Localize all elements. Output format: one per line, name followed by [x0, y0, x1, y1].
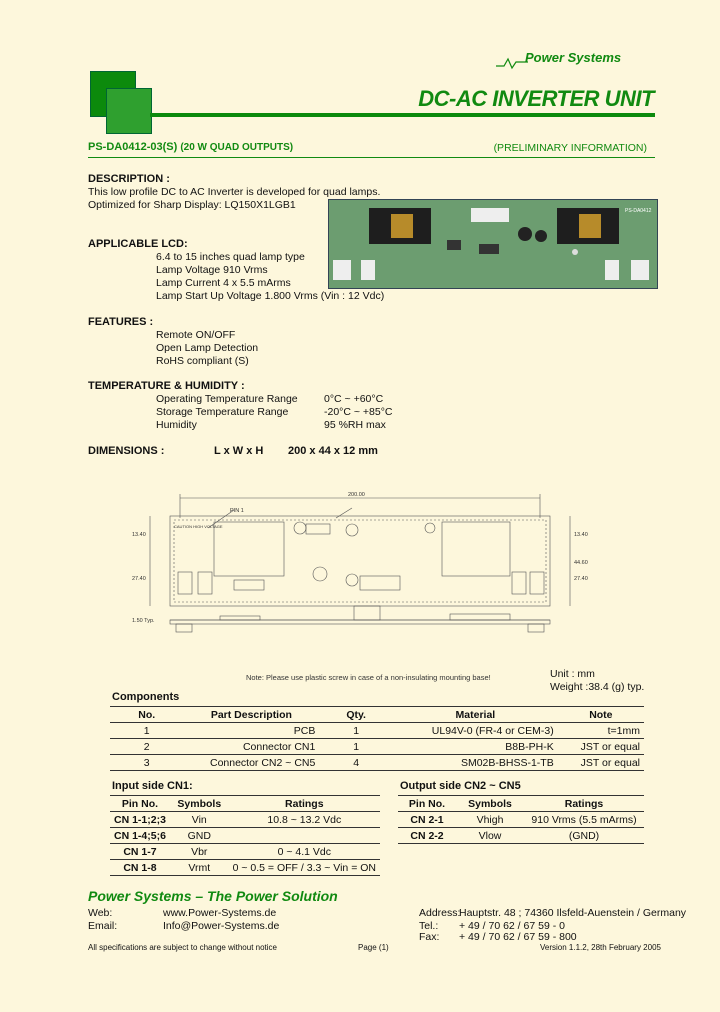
features-heading: FEATURES : — [88, 316, 154, 328]
pin1-label: PIN 1 — [230, 508, 244, 514]
input-heading: Input side CN1: — [112, 780, 193, 792]
table-row — [110, 755, 644, 771]
cell: CN 2-1 — [398, 812, 456, 828]
lcd-line: Lamp Current 4 x 5.5 mArms — [156, 277, 291, 289]
table-row — [110, 844, 380, 860]
page-number: Page (1) — [358, 943, 389, 952]
temp-heading: TEMPERATURE & HUMIDITY : — [88, 380, 245, 392]
lcd-heading: APPLICABLE LCD: — [88, 238, 188, 250]
part-number-line — [88, 141, 293, 153]
address-label: Address: — [419, 907, 461, 919]
web-label: Web: — [88, 907, 113, 919]
col-header: Ratings — [229, 796, 380, 812]
part-desc: (20 W QUAD OUTPUTS) — [180, 142, 294, 153]
page-title: DC-AC INVERTER UNIT — [418, 86, 654, 111]
logo-square-front — [106, 88, 152, 134]
cell: Connector CN1 — [183, 739, 319, 755]
col-header: Pin No. — [110, 796, 170, 812]
dimensions-label: L x W x H — [214, 445, 264, 457]
col-header: No. — [110, 707, 183, 723]
cell: CN 2-2 — [398, 828, 456, 844]
disclaimer: All specifications are subject to change without notice — [88, 943, 277, 952]
version-label: Version 1.1.2, 28th February 2005 — [540, 943, 661, 952]
input-table — [110, 795, 380, 876]
fax-label: Fax: — [419, 931, 440, 943]
part-number: PS-DA0412-03(S) — [88, 141, 178, 153]
drawing-note: Note: Please use plastic screw in case of a non-insulating mounting base! — [246, 673, 491, 682]
col-header: Pin No. — [398, 796, 456, 812]
tel-value: + 49 / 70 62 / 67 59 - 0 — [459, 920, 565, 932]
col-header: Qty. — [319, 707, 393, 723]
dim-side-label: 1.50 Typ. — [132, 618, 155, 624]
address-value: Hauptstr. 48 ; 74360 Ilsfeld-Auenstein / Germany — [459, 907, 687, 919]
cell: 1 — [319, 723, 393, 739]
table-header-row — [110, 707, 644, 723]
fax-value: + 49 / 70 62 / 67 59 - 800 — [459, 931, 577, 943]
cell: JST or equal — [558, 739, 644, 755]
cell: Vlow — [456, 828, 524, 844]
email-link[interactable]: Info@Power-Systems.de — [163, 920, 280, 932]
svg-text:PS-DA0412: PS-DA0412 — [625, 208, 652, 214]
cell: Vbr — [170, 844, 229, 860]
product-photo — [328, 199, 658, 289]
output-table — [398, 795, 644, 844]
weight-label: Weight :38.4 (g) typ. — [550, 681, 645, 693]
cell: 0 ~ 0.5 = OFF / 3.3 ~ Vin = ON — [229, 860, 380, 876]
lcd-line: 6.4 to 15 inches quad lamp type — [156, 251, 305, 263]
temp-value: 95 %RH max — [324, 419, 386, 431]
lcd-line: Lamp Voltage 910 Vrms — [156, 264, 268, 276]
header-divider — [88, 157, 655, 158]
cell: 0 ~ 4.1 Vdc — [229, 844, 380, 860]
cell: CN 1-4;5;6 — [110, 828, 170, 844]
dim-right1-label: 13.40 — [574, 532, 588, 538]
cell: Vin — [170, 812, 229, 828]
web-link[interactable]: www.Power-Systems.de — [163, 907, 277, 919]
dim-top-label: 200.00 — [348, 492, 365, 498]
cell: CN 1-1;2;3 — [110, 812, 170, 828]
preliminary-label: (PRELIMINARY INFORMATION) — [493, 142, 647, 154]
pcb-illustration — [329, 200, 657, 288]
table-row — [398, 828, 644, 844]
table-row — [110, 723, 644, 739]
col-header: Note — [558, 707, 644, 723]
feature-item: Open Lamp Detection — [156, 342, 259, 354]
cell: Connector CN2 ~ CN5 — [183, 755, 319, 771]
components-table — [110, 706, 644, 771]
cell — [229, 828, 380, 844]
footer-title: Power Systems – The Power Solution — [88, 888, 338, 904]
cell: 3 — [110, 755, 183, 771]
col-header: Part Description — [183, 707, 319, 723]
components-heading: Components — [112, 691, 180, 703]
cell: 1 — [110, 723, 183, 739]
caution-label: CAUTION HIGH VOLTAGE — [174, 524, 223, 529]
temp-value: -20°C ~ +85°C — [324, 406, 393, 418]
title-rule — [150, 113, 655, 117]
cell: 4 — [319, 755, 393, 771]
table-row — [110, 860, 380, 876]
brand-logo-text: Power Systems — [525, 50, 622, 65]
unit-label: Unit : mm — [550, 668, 595, 680]
logo-wave-icon — [496, 56, 528, 70]
col-header: Ratings — [524, 796, 644, 812]
dimensions-value: 200 x 44 x 12 mm — [288, 445, 378, 457]
cell: (GND) — [524, 828, 644, 844]
cell: Vrmt — [170, 860, 229, 876]
cell: 2 — [110, 739, 183, 755]
dim-left1-label: 13.40 — [132, 532, 146, 538]
cell: 910 Vrms (5.5 mArms) — [524, 812, 644, 828]
temp-label: Humidity — [156, 419, 197, 431]
cell: 1 — [319, 739, 393, 755]
cell: B8B-PH-K — [393, 739, 558, 755]
dim-height-label: 44.60 — [574, 560, 588, 566]
feature-item: Remote ON/OFF — [156, 329, 236, 341]
cell: Vhigh — [456, 812, 524, 828]
mechanical-drawing — [130, 488, 600, 668]
table-header-row — [110, 796, 380, 812]
cell: 10.8 ~ 13.2 Vdc — [229, 812, 380, 828]
table-row — [110, 828, 380, 844]
cell: CN 1-7 — [110, 844, 170, 860]
dim-left2-label: 27.40 — [132, 576, 146, 582]
temp-value: 0°C ~ +60°C — [324, 393, 384, 405]
description-line: This low profile DC to AC Inverter is developed for quad lamps. — [88, 186, 381, 198]
description-line: Optimized for Sharp Display: LQ150X1LGB1 — [88, 199, 296, 211]
table-row — [110, 812, 380, 828]
table-row — [110, 739, 644, 755]
cell: SM02B-BHSS-1-TB — [393, 755, 558, 771]
temp-label: Operating Temperature Range — [156, 393, 298, 405]
email-label: Email: — [88, 920, 118, 932]
cell: JST or equal — [558, 755, 644, 771]
col-header: Symbols — [456, 796, 524, 812]
dim-right2-label: 27.40 — [574, 576, 588, 582]
col-header: Symbols — [170, 796, 229, 812]
tel-label: Tel.: — [419, 920, 439, 932]
lcd-line: Lamp Start Up Voltage 1.800 Vrms (Vin : 12 Vdc) — [156, 290, 385, 302]
dimensions-heading: DIMENSIONS : — [88, 445, 165, 457]
output-heading: Output side CN2 ~ CN5 — [400, 780, 521, 792]
feature-item: RoHS compliant (S) — [156, 355, 249, 367]
table-row — [398, 812, 644, 828]
description-heading: DESCRIPTION : — [88, 173, 170, 185]
cell: PCB — [183, 723, 319, 739]
cell: CN 1-8 — [110, 860, 170, 876]
table-header-row — [398, 796, 644, 812]
cell: GND — [170, 828, 229, 844]
cell: t=1mm — [558, 723, 644, 739]
temp-label: Storage Temperature Range — [156, 406, 289, 418]
cell: UL94V-0 (FR-4 or CEM-3) — [393, 723, 558, 739]
col-header: Material — [393, 707, 558, 723]
